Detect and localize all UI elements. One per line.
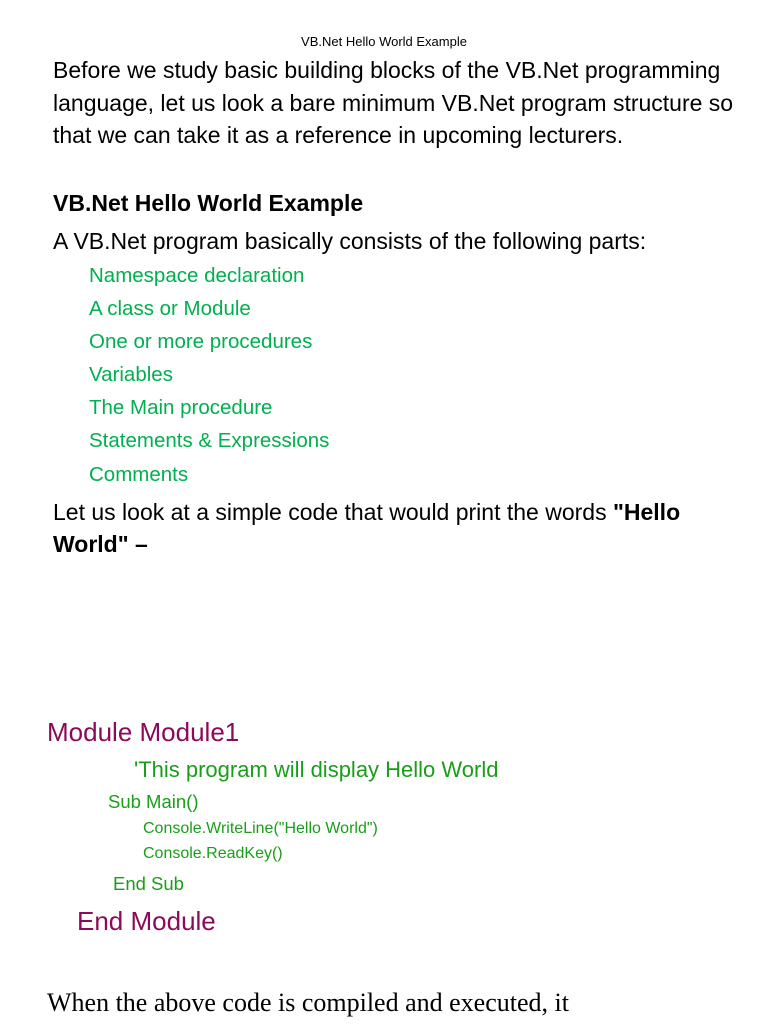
- section-heading: VB.Net Hello World Example: [53, 190, 364, 216]
- parts-intro-text: A VB.Net program basically consists of the following parts:: [53, 228, 647, 254]
- print-intro-paragraph: [53, 496, 753, 560]
- list-item: Namespace declaration: [89, 264, 305, 287]
- code-module-start: Module Module1: [47, 717, 240, 747]
- code-sub-main: Sub Main(): [108, 791, 199, 812]
- code-module-end: End Module: [77, 906, 216, 936]
- list-item: The Main procedure: [89, 396, 273, 420]
- intro-paragraph: Before we study basic building blocks of the VB.Net programming language, let us look a bare minimum VB.Net program structure so that we can take it as a reference in upcoming lecturers.: [53, 57, 734, 148]
- outro-paragraph: When the above code is compiled and executed, it: [47, 988, 569, 1017]
- program-parts-list: [89, 262, 329, 494]
- list-item: A class or Module: [89, 297, 251, 321]
- list-item: Statements & Expressions: [89, 429, 330, 453]
- code-console-readkey: Console.ReadKey(): [143, 845, 283, 862]
- code-console-writeline: Console.WriteLine("Hello World"): [143, 820, 378, 837]
- list-item: One or more procedures: [89, 330, 313, 354]
- print-intro-text: Let us look at a simple code that would print the words: [53, 499, 613, 525]
- code-comment: 'This program will display Hello World: [134, 757, 499, 782]
- list-item: Variables: [89, 363, 173, 387]
- code-end-sub: End Sub: [113, 873, 184, 894]
- hello-world-bold: "Hello World" –: [53, 499, 681, 557]
- list-item: Comments: [89, 462, 189, 486]
- page-header-title: VB.Net Hello World Example: [301, 34, 467, 49]
